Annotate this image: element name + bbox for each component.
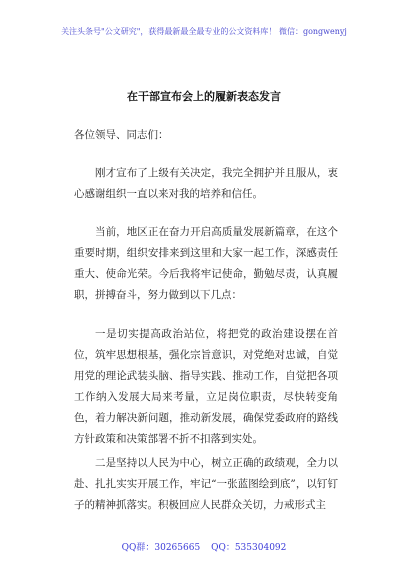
footer-qq: QQ：535304092 [211,543,287,553]
footer-contact [0,540,408,553]
footer-qq-group: QQ群：30265665 [121,543,201,553]
paragraph-4-text: 二是坚持以人民为中心，树立正确的政绩观，全力以赴、扎扎实实开展工作，牢记“一张蓝图绘到底”，以钉钉子的精神抓落实。积极回应人民群众关切，力戒形式主 [74,457,338,511]
paragraph-4 [74,453,338,516]
paragraph-1-text: 刚才宣布了上级有关决定，我完全拥护并且服从，衷心感谢组织一直以来对我的培养和信任。 [74,167,338,200]
header-banner: 关注头条号"公文研究"，获得最新最全最专业的公文资料库！ 微信：gongwenyj [61,27,347,36]
paragraph-1 [74,163,338,205]
paragraph-3 [74,324,338,450]
paragraph-2-text: 当前，地区正在奋力开启高质量发展新篇章，在这个重要时期，组织安排来到这里和大家一起工作，深感责任重大、使命光荣。今后我将牢记使命，勤勉尽责，认真履职，拼搏奋斗，努力做到以下几点： [74,226,338,301]
salutation-text: 各位领导、同志们： [74,129,169,141]
paragraph-3-text: 一是切实提高政治站位，将把党的政治建设摆在首位，筑牢思想根基，强化宗旨意识，对党绝对忠诚，自觉用党的理论武装头脑、指导实践、推动工作，自觉把各项工作纳入发展大局来考量，立足岗位职责，尽快转变角色，着力解决新问题，推动新发展，确保党委政府的路线方针政策和决策部署不折不扣落到实处。 [74,328,338,445]
salutation [74,125,338,146]
document-title: 在干部宣布会上的履新表态发言 [127,90,281,103]
paragraph-2 [74,222,338,306]
